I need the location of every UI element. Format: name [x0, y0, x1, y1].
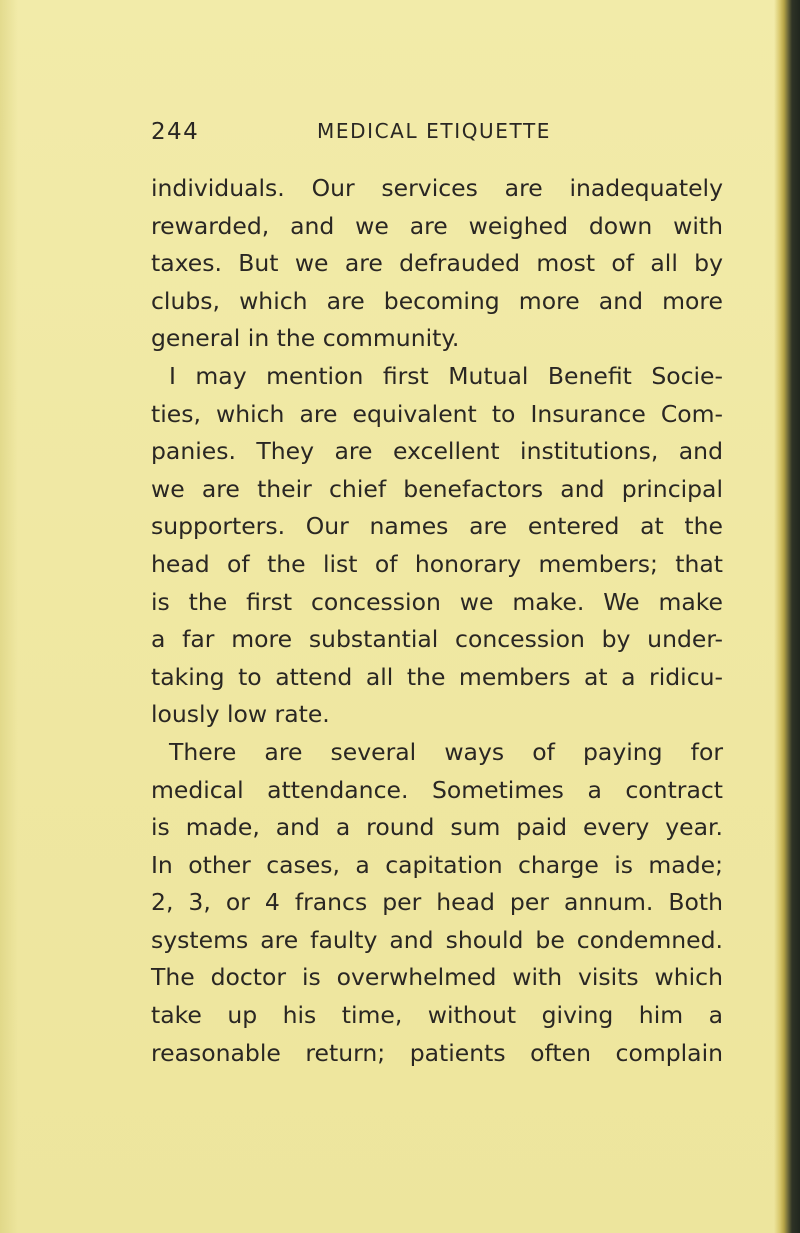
text-line: reasonable return; patients often complain: [151, 1038, 723, 1067]
text-line: medical attendance. Sometimes a contract: [151, 775, 723, 804]
text-line: a far more substantial concession by under-: [151, 625, 723, 654]
text-line: supporters. Our names are entered at the: [151, 512, 723, 541]
text-line: rewarded, and we are weighed down with: [151, 211, 723, 240]
text-line: 2, 3, or 4 francs per head per annum. Both: [151, 888, 723, 917]
binding-edge: [774, 0, 800, 1233]
text-line: lously low rate.: [151, 700, 330, 729]
text-line: ties, which are equivalent to Insurance Com-: [151, 399, 723, 428]
page-number: 244: [151, 119, 200, 145]
text-line: taxes. But we are defrauded most of all by: [151, 249, 723, 278]
text-line: individuals. Our services are inadequately: [151, 174, 723, 202]
text-line: general in the community.: [151, 324, 460, 353]
body-text: [151, 170, 723, 1072]
running-head: MEDICAL ETIQUETTE: [317, 119, 552, 143]
text-line: is made, and a round sum paid every year.: [151, 813, 723, 842]
text-line: is the first concession we make. We make: [151, 587, 723, 616]
text-line: we are their chief benefactors and principal: [151, 474, 723, 503]
text-line: clubs, which are becoming more and more: [151, 286, 723, 315]
paragraph-start-line: There are several ways of paying for: [169, 737, 723, 766]
page-header: [151, 119, 711, 149]
text-line: taking to attend all the members at a ridicu-: [151, 662, 723, 691]
paragraph-start-line: I may mention first Mutual Benefit Socie-: [169, 361, 723, 390]
text-line: panies. They are excellent institutions, and: [151, 437, 723, 466]
text-line: The doctor is overwhelmed with visits which: [151, 963, 723, 992]
text-line: In other cases, a capitation charge is made;: [151, 850, 723, 879]
text-line: systems are faulty and should be condemned.: [151, 925, 723, 954]
text-line: head of the list of honorary members; that: [151, 549, 723, 578]
text-line: take up his time, without giving him a: [151, 1001, 723, 1030]
